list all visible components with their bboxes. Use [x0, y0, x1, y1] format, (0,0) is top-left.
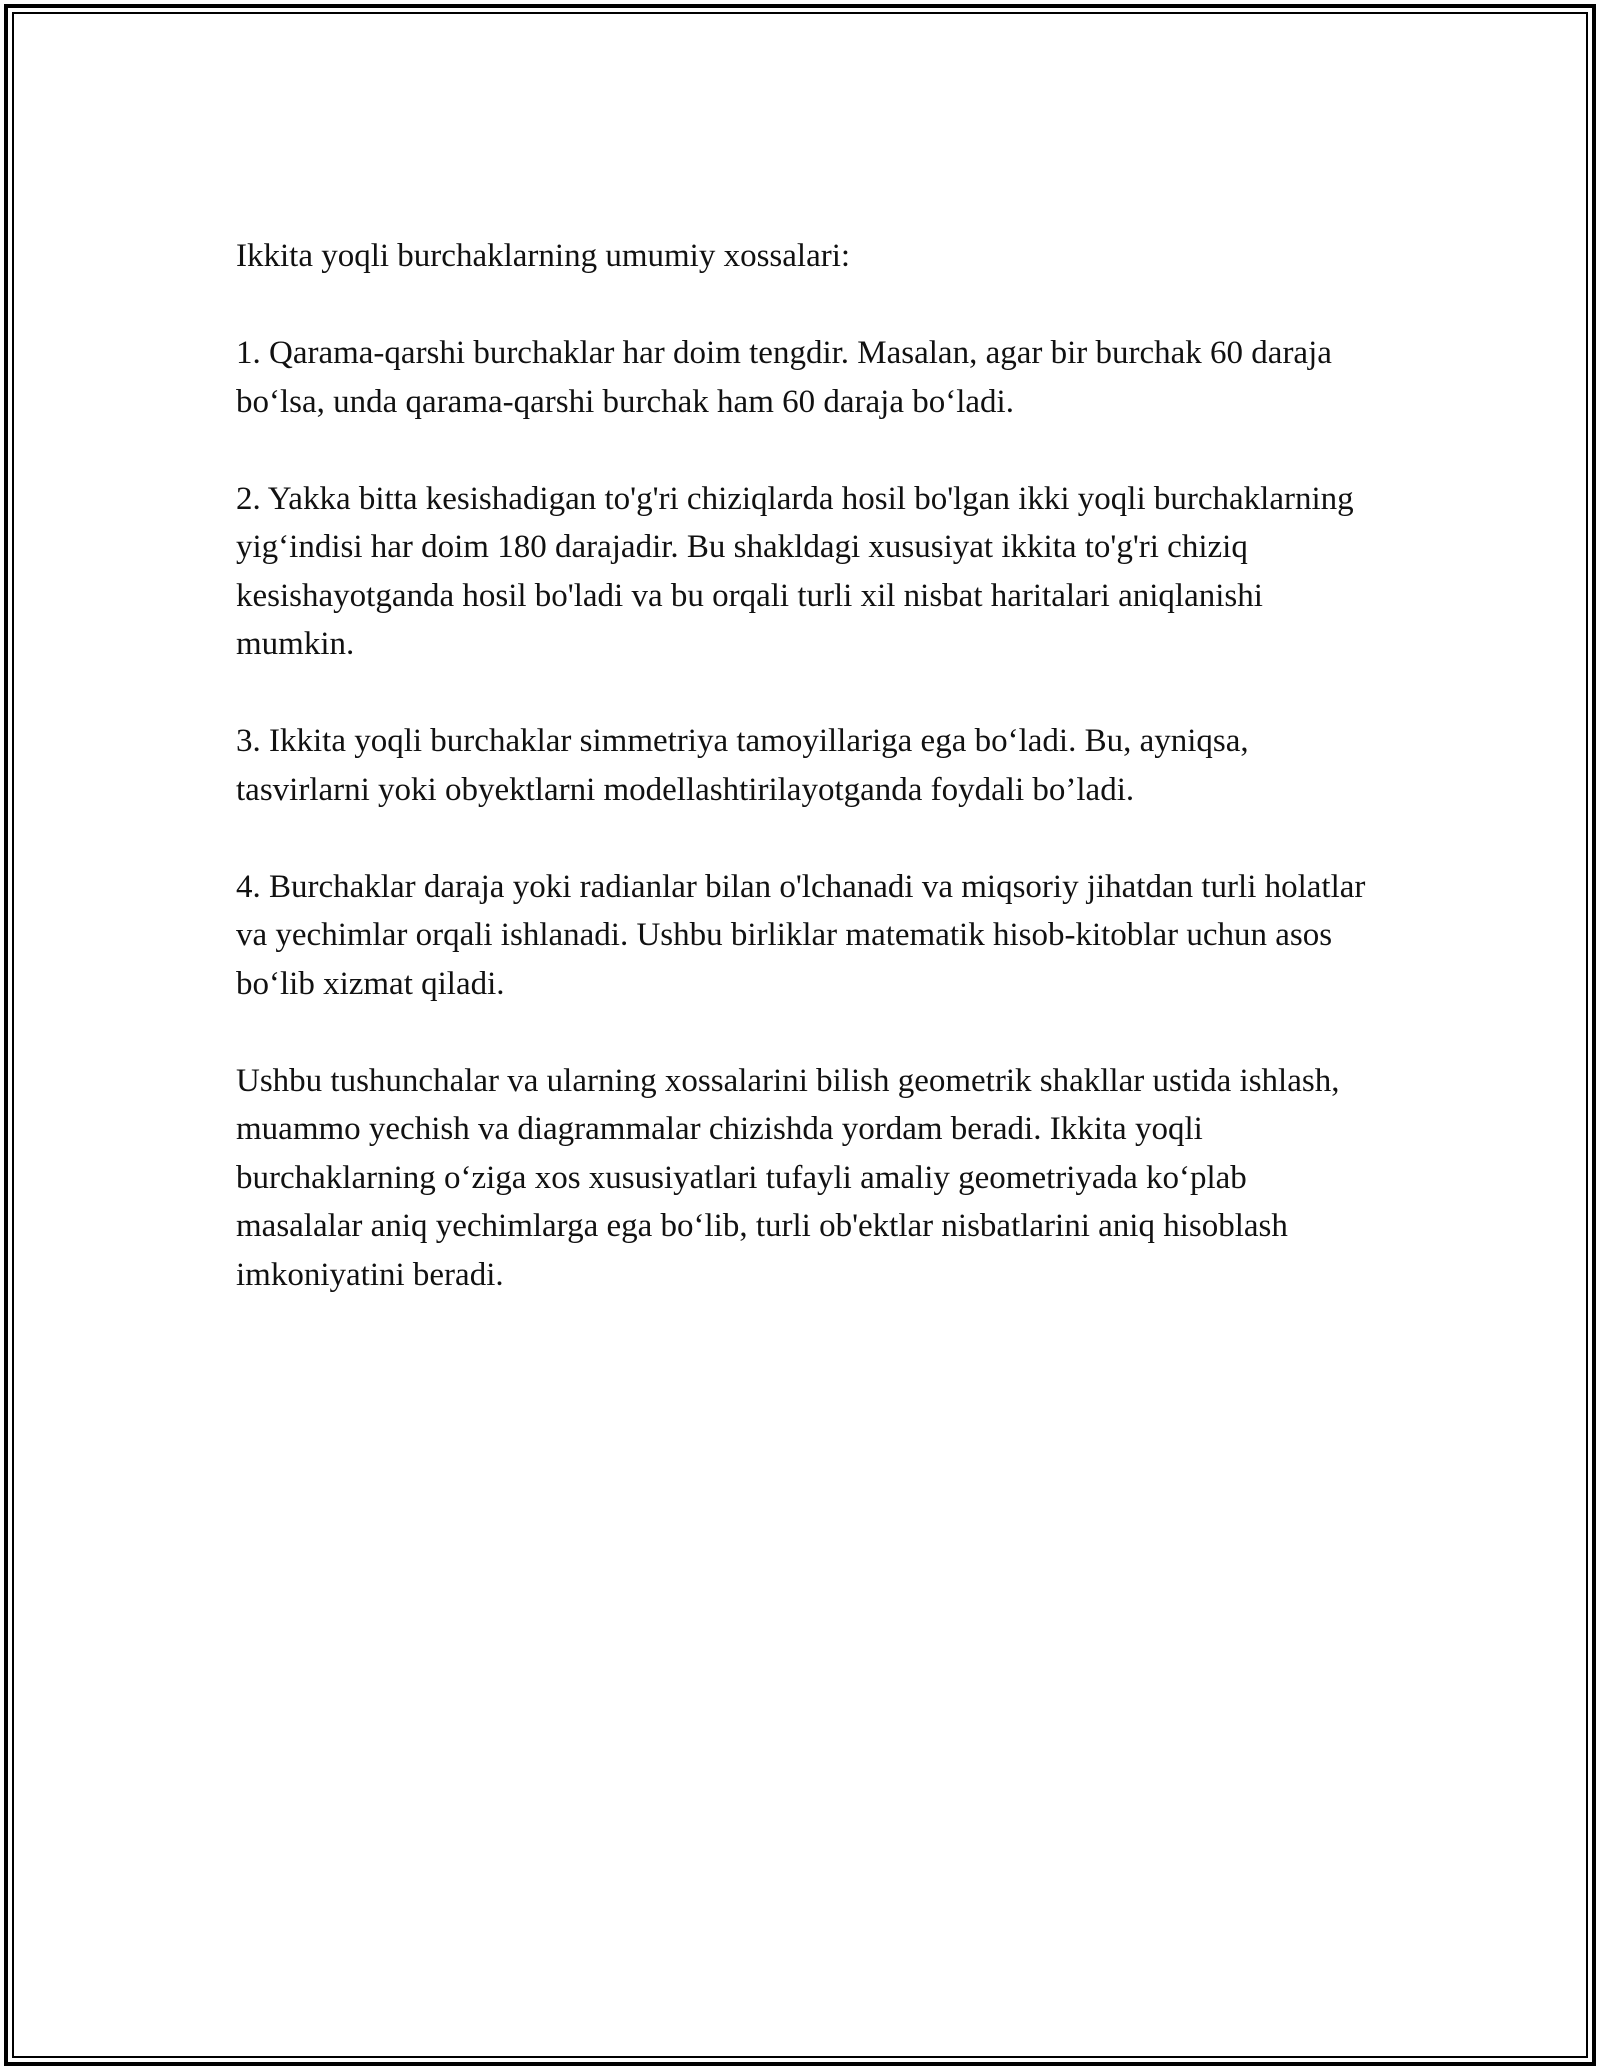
document-body	[236, 232, 1366, 1299]
paragraph-item-1: 1. Qarama-qarshi burchaklar har doim tengdir. Masalan, agar bir burchak 60 daraja bo‘lsa, unda qarama-qarshi burchak ham 60 daraja bo‘ladi.	[236, 335, 1332, 420]
paragraph-conclusion: Ushbu tushunchalar va ularning xossalarini bilish geometrik shakllar ustida ishlash, muammo yechish va diagrammalar chizishda yordam beradi. Ikkita yoqli burchaklarning o‘ziga xos xususiyatlari tufayli amaliy geometriyada ko‘plab masalalar aniq yechimlarga ega bo‘lib, turli ob'ektlar nisbatlarini aniq hisoblash imkoniyatini beradi.	[236, 1062, 1340, 1293]
paragraph-item-2: 2. Yakka bitta kesishadigan to'g'ri chiziqlarda hosil bo'lgan ikki yoqli burchaklarning yig‘indisi har doim 180 darajadir. Bu shakldagi xususiyat ikkita to'g'ri chiziq kesishayotganda hosil bo'ladi va bu orqali turli xil nisbat haritalari aniqlanishi mumkin.	[236, 480, 1354, 662]
paragraph-item-4: 4. Burchaklar daraja yoki radianlar bilan o'lchanadi va miqsoriy jihatdan turli holatlar va yechimlar orqali ishlanadi. Ushbu birliklar matematik hisob-kitoblar uchun asos bo‘lib xizmat qiladi.	[236, 868, 1366, 1002]
document-heading: Ikkita yoqli burchaklarning umumiy xossalari:	[236, 238, 851, 274]
paragraph-item-3: 3. Ikkita yoqli burchaklar simmetriya tamoyillariga ega bo‘ladi. Bu, ayniqsa, tasvirlarni yoki obyektlarni modellashtirilayotganda foydali bo’ladi.	[236, 723, 1249, 808]
